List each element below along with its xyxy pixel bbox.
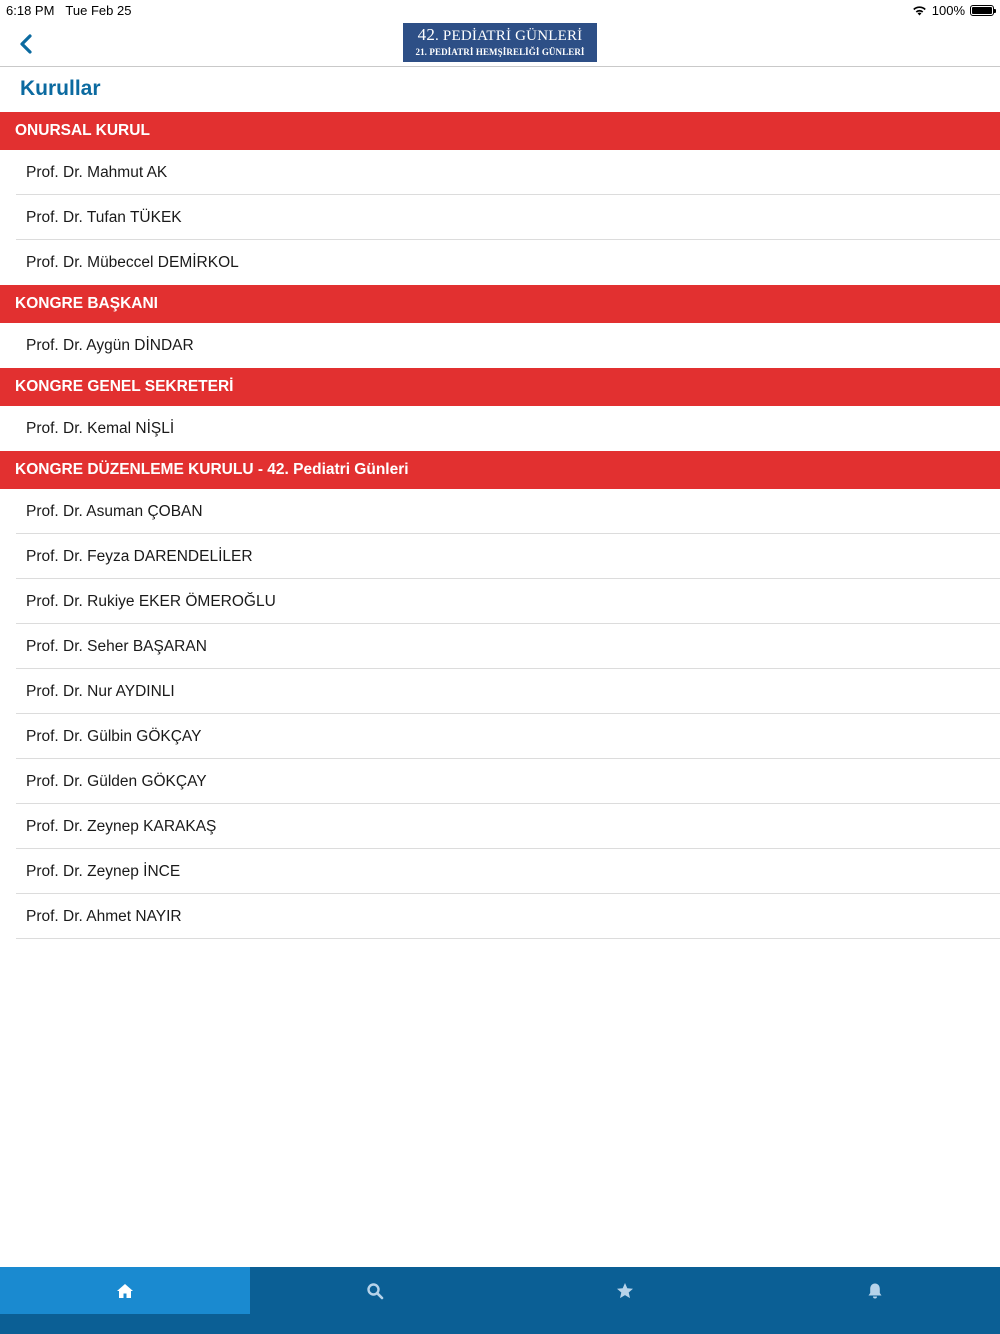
section-header: ONURSAL KURUL (0, 112, 1000, 150)
page-title: Kurullar (20, 77, 101, 100)
status-date: Tue Feb 25 (65, 3, 132, 18)
logo-subtitle: 21. PEDİATRİ HEMŞİRELİĞİ GÜNLERİ (415, 47, 585, 57)
navigation-bar (0, 22, 1000, 67)
tab-home[interactable] (0, 1267, 250, 1314)
section-header: KONGRE GENEL SEKRETERİ (0, 368, 1000, 406)
member-row[interactable]: Prof. Dr. Mübeccel DEMİRKOL (26, 254, 239, 271)
member-row[interactable]: Prof. Dr. Asuman ÇOBAN (0, 489, 1000, 534)
chevron-left-icon (19, 34, 33, 54)
member-row[interactable]: Prof. Dr. Tufan TÜKEK (0, 195, 1000, 240)
member-row[interactable]: Prof. Dr. Kemal NİŞLİ (26, 420, 175, 437)
member-row[interactable]: Prof. Dr. Feyza DARENDELİLER (0, 534, 1000, 579)
section-header: KONGRE DÜZENLEME KURULU - 42. Pediatri Günleri (0, 451, 1000, 489)
status-bar (0, 0, 1000, 22)
member-row[interactable]: Prof. Dr. Rukiye EKER ÖMEROĞLU (0, 579, 1000, 624)
member-row[interactable]: Prof. Dr. Mahmut AK (0, 150, 1000, 195)
member-row[interactable]: Prof. Dr. Seher BAŞARAN (0, 624, 1000, 669)
battery-percent: 100% (931, 3, 965, 18)
committee-list (0, 112, 1000, 939)
member-row[interactable]: Prof. Dr. Aygün DİNDAR (26, 337, 194, 354)
tab-bar (0, 1267, 1000, 1334)
tab-notifications[interactable] (750, 1267, 1000, 1314)
member-row[interactable]: Prof. Dr. Gülbin GÖKÇAY (0, 714, 1000, 759)
logo-number: 42 (417, 25, 436, 44)
wifi-icon (912, 5, 927, 16)
section-header: KONGRE BAŞKANI (0, 285, 1000, 323)
tab-favorites[interactable] (500, 1267, 750, 1314)
tab-search[interactable] (250, 1267, 500, 1314)
back-button[interactable] (12, 30, 40, 58)
battery-icon (970, 5, 994, 16)
logo-title: . PEDİATRİ GÜNLERİ (435, 28, 583, 44)
home-icon (116, 1282, 134, 1300)
member-row[interactable]: Prof. Dr. Gülden GÖKÇAY (0, 759, 1000, 804)
search-icon (366, 1282, 384, 1300)
member-row[interactable]: Prof. Dr. Zeynep İNCE (0, 849, 1000, 894)
congress-logo (403, 23, 597, 62)
bell-icon (866, 1282, 884, 1300)
status-time: 6:18 PM (6, 3, 55, 18)
member-row[interactable]: Prof. Dr. Nur AYDINLI (0, 669, 1000, 714)
member-row[interactable]: Prof. Dr. Ahmet NAYIR (0, 894, 1000, 939)
star-icon (616, 1282, 634, 1300)
member-row[interactable]: Prof. Dr. Zeynep KARAKAŞ (0, 804, 1000, 849)
